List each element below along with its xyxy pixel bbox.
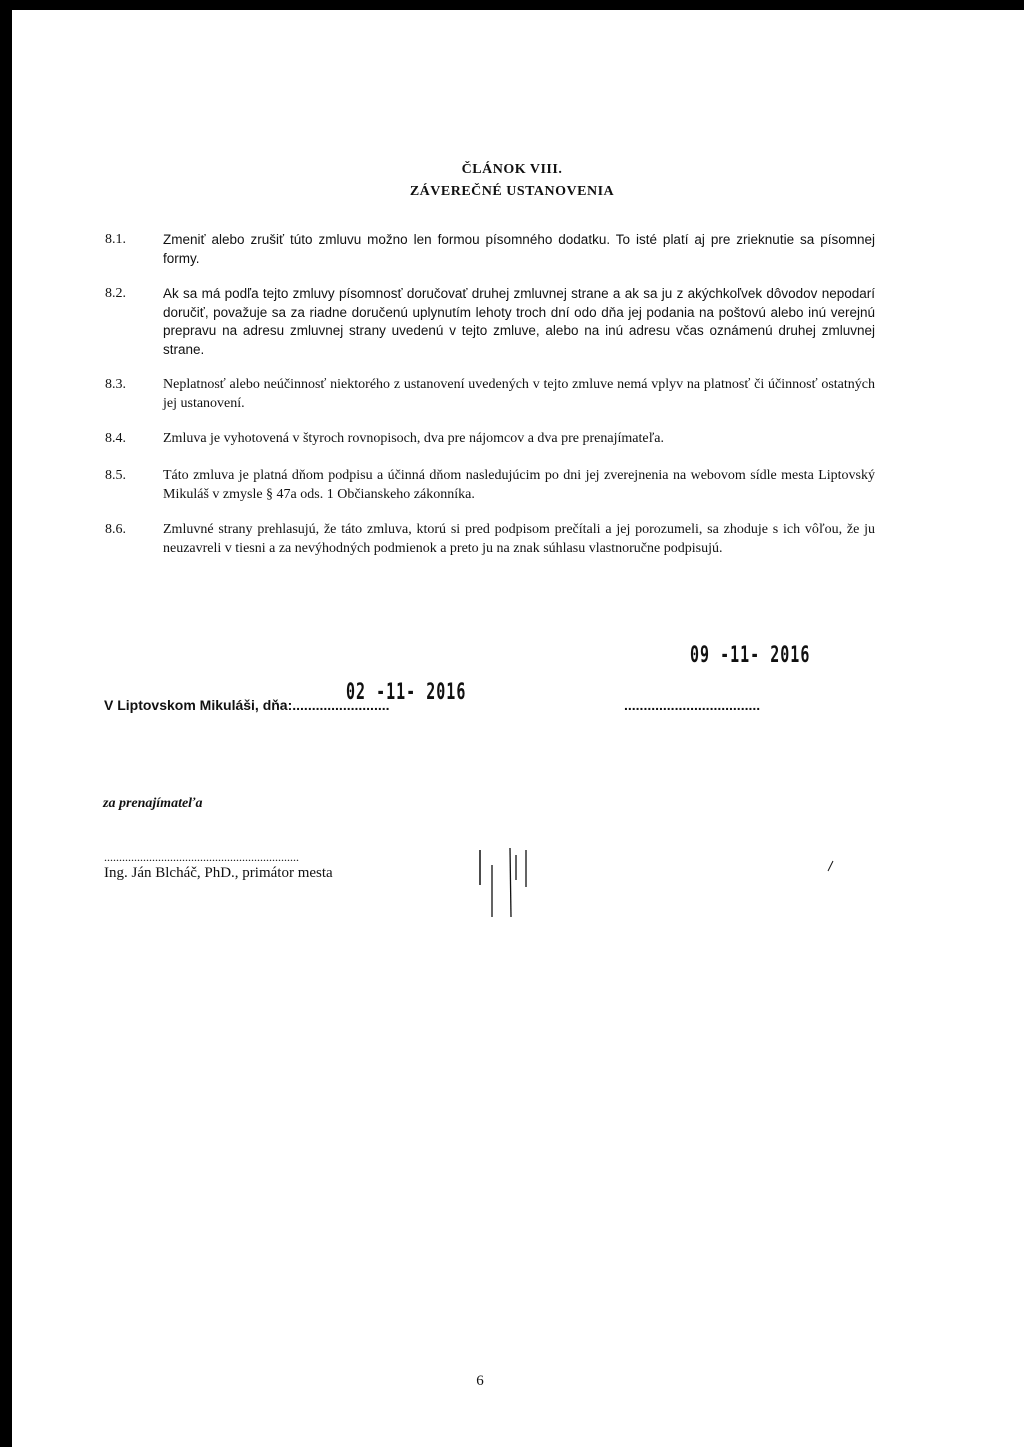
signature-tick (826, 858, 838, 874)
signature-line: ................................................................. (104, 850, 299, 864)
clause-text: Zmeniť alebo zrušiť túto zmluvu možno len formou písomného dodatku. To isté platí aj pre zrieknutie sa písomnej formy. (163, 232, 875, 266)
clause-text: Táto zmluva je platná dňom podpisu a účinná dňom nasledujúcim po dni jej zverejnenia na webovom sídle mesta Liptovský Mikuláš v zmysle § 47a ods. 1 Občianskeho zákonníka. (163, 468, 875, 502)
party-role: za prenajímateľa (103, 796, 203, 811)
signatory-name: Ing. Ján Blcháč, PhD., primátor mesta (104, 865, 333, 881)
clause-number: 8.1. (105, 232, 126, 247)
clause-8-6 (105, 521, 875, 558)
clause-number: 8.4. (105, 431, 126, 446)
clause-text: Zmluva je vyhotovená v štyroch rovnopisoch, dva pre nájomcov a dva pre prenajímateľa. (163, 431, 664, 446)
clause-text: Zmluvné strany prehlasujú, že táto zmluva, ktorú si pred podpisom prečítali a jej porozumeli, sa zhoduje s ich vôľou, že ju neuzavreli v tiesni a za nevýhodných podmienok a preto ju na znak súhlasu vlastnoručne podpisujú. (163, 522, 875, 556)
date-stamp-right: 09 -11- 2016 (690, 641, 811, 668)
clause-8-5 (105, 467, 875, 504)
signature-scribble (470, 845, 540, 920)
document-page (12, 10, 1024, 1447)
clause-number: 8.2. (105, 286, 126, 301)
clause-number: 8.5. (105, 468, 126, 483)
clause-8-4 (105, 430, 875, 449)
signing-place-date: V Liptovskom Mikuláši, dňa:......................... (104, 697, 390, 713)
article-number: ČLÁNOK VIII. (461, 162, 563, 177)
article-title: ZÁVEREČNÉ USTANOVENIA (409, 184, 615, 199)
clause-number: 8.3. (105, 377, 126, 392)
clause-number: 8.6. (105, 522, 126, 537)
clause-8-2 (105, 285, 875, 359)
clause-8-3 (105, 376, 875, 413)
clause-text: Ak sa má podľa tejto zmluvy písomnosť doručovať druhej zmluvnej strane a ak sa ju z akýchkoľvek dôvodov nepodarí doručiť, považuje sa za riadne doručenú uplynutím lehoty troch dní odo dňa jej podania na poštovú alebo inú verejnú prepravu na adresu zmluvnej strany uvedenú v tejto zmluve, alebo na inú adresu včas oznámenú druhej zmluvnej strane. (163, 286, 875, 357)
page-number: 6 (476, 1373, 484, 1389)
clause-text: Neplatnosť alebo neúčinnosť niektorého z ustanovení uvedených v tejto zmluve nemá vplyv na platnosť či účinnosť ostatných jej ustanovení. (163, 377, 875, 411)
clause-8-1 (105, 231, 875, 268)
date-stamp-left: 02 -11- 2016 (346, 678, 467, 705)
signing-date-dots: ................................... (624, 697, 761, 713)
